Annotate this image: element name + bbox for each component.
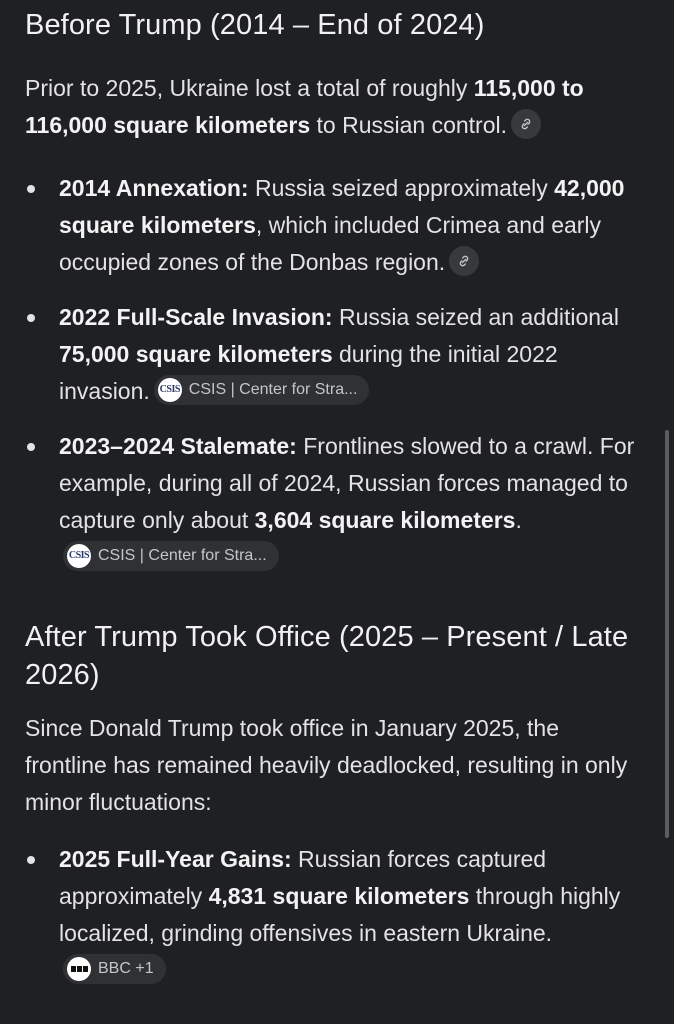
source-chip-csis[interactable] xyxy=(63,541,279,571)
source-label: CSIS | Center for Stra... xyxy=(188,380,358,398)
item-text: Russian forces captured approximately xyxy=(59,846,547,909)
item-title: 2025 Full-Year Gains: xyxy=(59,846,292,872)
bullet xyxy=(27,185,35,193)
before-trump-list xyxy=(25,170,647,576)
section-heading-before-trump: Before Trump (2014 – End of 2024) xyxy=(25,9,485,41)
list-item xyxy=(25,841,647,989)
intro-paragraph-before xyxy=(25,70,647,144)
bbc-logo-icon xyxy=(67,957,91,981)
citation-link-button[interactable] xyxy=(511,109,541,139)
item-text-end: through highly localized, grinding offensives in eastern Ukraine. xyxy=(59,883,621,946)
item-text: Russia seized approximately xyxy=(248,175,555,201)
citation-link-button[interactable] xyxy=(449,246,479,276)
item-title: 2014 Annexation: xyxy=(59,175,249,201)
link-icon xyxy=(518,116,534,132)
csis-logo-icon: CSIS xyxy=(158,378,182,402)
link-icon xyxy=(456,253,472,269)
source-label: BBC +1 xyxy=(98,959,154,977)
source-label: CSIS | Center for Stra... xyxy=(98,546,267,564)
bullet xyxy=(27,856,35,864)
item-bold: 3,604 square kilometers xyxy=(254,507,516,533)
item-bold: 4,831 square kilometers xyxy=(208,883,470,909)
item-text-end: , which included Crimea and early occupied zones of the Donbas region. xyxy=(59,212,602,275)
intro-text: Prior to 2025, Ukraine lost a total of roughly xyxy=(25,75,474,101)
item-bold: 75,000 square kilometers xyxy=(59,341,333,367)
source-chip-bbc[interactable] xyxy=(63,954,166,984)
list-item xyxy=(25,170,647,281)
scrollbar[interactable] xyxy=(665,430,669,838)
after-trump-list xyxy=(25,841,647,989)
source-chip-csis[interactable] xyxy=(154,375,370,405)
bullet xyxy=(27,443,35,451)
intro-paragraph-after: Since Donald Trump took office in January 2025, the frontline has remained heavily deadlocked, resulting in only minor fluctuations: xyxy=(25,715,628,815)
csis-logo-icon: CSIS xyxy=(67,544,91,568)
item-bold: 42,000 square kilometers xyxy=(59,175,625,238)
bullet xyxy=(27,314,35,322)
response-content xyxy=(25,0,647,1007)
item-text: Frontlines slowed to a crawl. For example, during all of 2024, Russian forces managed to capture only about xyxy=(59,433,635,533)
item-title: 2023–2024 Stalemate: xyxy=(59,433,297,459)
item-text-end: . xyxy=(515,507,522,533)
list-item xyxy=(25,299,647,410)
intro-text-end: to Russian control. xyxy=(310,112,508,138)
intro-bold-text: 115,000 to 116,000 square kilometers xyxy=(25,75,584,138)
item-text-end: during the initial 2022 invasion. xyxy=(59,341,558,404)
list-item xyxy=(25,428,647,576)
section-heading-after-trump: After Trump Took Office (2025 – Present / Late 2026) xyxy=(25,621,629,691)
item-title: 2022 Full-Scale Invasion: xyxy=(59,304,333,330)
item-text: Russia seized an additional xyxy=(332,304,619,330)
